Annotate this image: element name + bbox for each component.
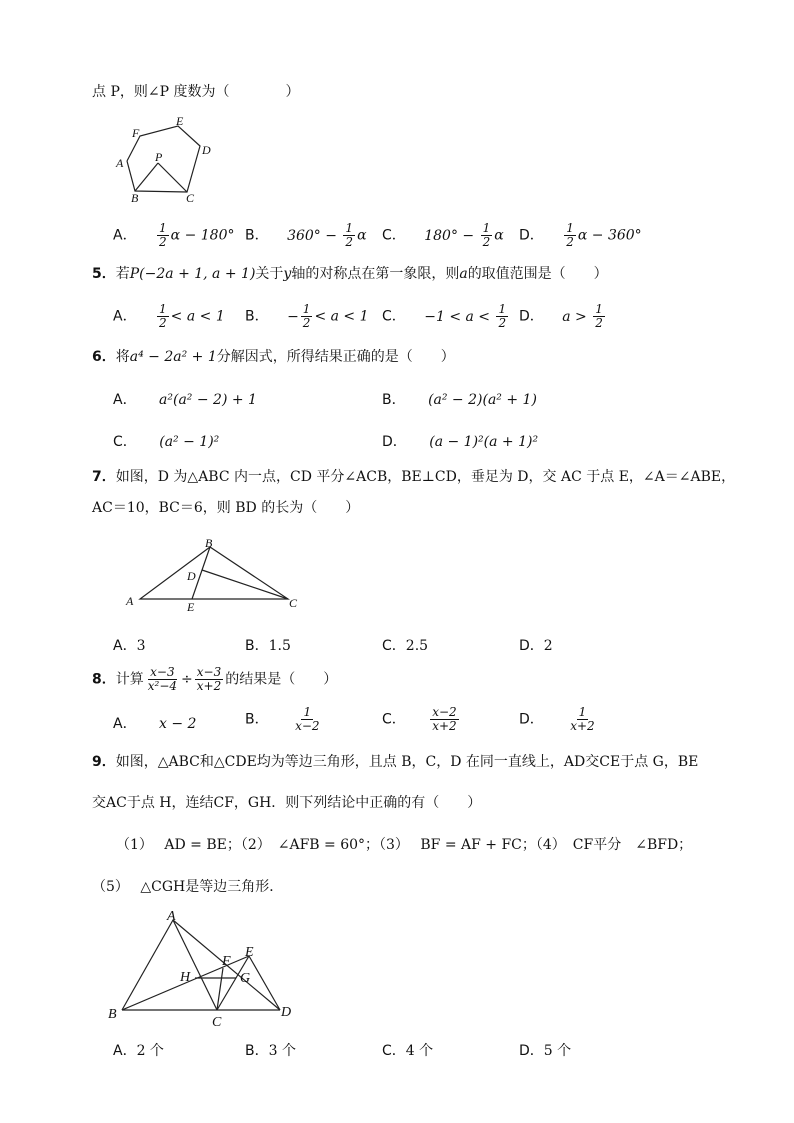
- option-text: (a² − 2)(a² + 1): [428, 392, 537, 408]
- q7-option-a[interactable]: [113, 635, 146, 655]
- q9-option-b[interactable]: [245, 1040, 296, 1060]
- q9-option-a[interactable]: [113, 1040, 164, 1060]
- q5-option-b[interactable]: B． − $\frac{1}{2}$ < a < 1: [245, 302, 369, 330]
- fraction-1: $\frac{x-3}{\text{x²−4}}$: [147, 665, 178, 693]
- option-letter: C．: [382, 1043, 406, 1059]
- q4-label-e: E: [176, 114, 184, 128]
- q4-option-c[interactable]: [382, 222, 504, 249]
- option-letter: A．: [113, 1043, 137, 1059]
- option-text: 3 个: [268, 1043, 296, 1059]
- option-text: 1.5: [268, 638, 291, 654]
- q4-option-d[interactable]: [519, 222, 642, 249]
- q5-option-a[interactable]: A． $\frac{1}{2}$ < a < 1: [113, 302, 225, 330]
- q4-label-f: F: [132, 126, 140, 140]
- option-fraction: $\frac{1}{x+2}$: [570, 705, 595, 733]
- option-text: x − 2: [159, 716, 197, 732]
- q7-option-d[interactable]: [519, 635, 553, 655]
- q4-segment-bp: [135, 163, 158, 191]
- option-fraction: $\frac{1}{2}$: [566, 221, 574, 249]
- q4-segment-pc: [158, 163, 187, 192]
- question-number: 7．: [92, 469, 116, 485]
- q7-stem-line1: 7．如图，D 为△ABC 内一点，CD 平分∠ACB，BE⊥CD，垂足为 D，交 AC 于点 E，∠A＝∠ABE，: [92, 469, 736, 485]
- option-letter: B．: [245, 227, 269, 244]
- option-post: α − 180°: [170, 227, 235, 244]
- option-text: 4 个: [405, 1043, 434, 1059]
- q9-stem-line2: 交AC于点 H，连结CF，GH．则下列结论中正确的有（ ）: [92, 795, 482, 811]
- q9-option-c[interactable]: [382, 1040, 433, 1060]
- q9-label-a: A: [167, 909, 176, 924]
- q4-option-b[interactable]: [245, 222, 367, 249]
- option-fraction: $\frac{1}{2}$: [159, 302, 167, 330]
- option-letter: D．: [519, 1043, 544, 1059]
- q7-option-c[interactable]: [382, 635, 428, 655]
- option-text: 5 个: [543, 1043, 572, 1059]
- option-fraction: $\frac{1}{x-2}$: [295, 705, 320, 733]
- option-text: 2 个: [136, 1043, 164, 1059]
- option-fraction: $\frac{1}{2}$: [345, 221, 354, 249]
- q4-option-a[interactable]: [113, 222, 234, 249]
- q9-label-b: B: [108, 1007, 117, 1022]
- q9-segment-ac: [173, 920, 217, 1010]
- q9-option-d[interactable]: [519, 1040, 571, 1060]
- option-post: α − 360°: [577, 227, 642, 244]
- q9-label-c: C: [212, 1015, 222, 1030]
- q5-option-d[interactable]: D． a > $\frac{1}{2}$: [519, 302, 603, 330]
- q7-segment-dc: [202, 570, 288, 599]
- option-letter: C．: [382, 711, 406, 728]
- q8-option-b[interactable]: [245, 706, 324, 733]
- q9-label-e: E: [245, 945, 254, 960]
- option-text: 2.5: [405, 638, 429, 654]
- q8-option-c[interactable]: [382, 706, 461, 733]
- q6-stem: 6．将a⁴ − 2a² + 1分解因式，所得结果正确的是（ ）: [92, 349, 455, 365]
- option-letter: B．: [382, 392, 406, 408]
- q9-segment-cf: [217, 968, 223, 1010]
- q7-triangle-figure: [120, 535, 310, 615]
- q9-label-f: F: [222, 954, 231, 969]
- option-letter: A．: [113, 638, 137, 654]
- option-fraction: $\frac{1}{2}$: [498, 302, 507, 330]
- question-number: 8．: [92, 671, 116, 688]
- option-text: a²(a² − 2) + 1: [159, 392, 257, 408]
- q6-option-b[interactable]: [382, 389, 537, 409]
- option-letter: C．: [382, 227, 406, 244]
- q9-equilateral-figure: [105, 908, 305, 1030]
- option-pre: 180° −: [424, 227, 479, 244]
- option-letter: C．: [382, 638, 406, 654]
- q6-option-a[interactable]: [113, 389, 257, 409]
- option-fraction: $\frac{1}{2}$: [159, 221, 167, 249]
- option-post: α: [494, 227, 504, 244]
- option-fraction: $\frac{1}{2}$: [302, 302, 311, 330]
- q7-stem-line2: AC＝10，BC＝6，则 BD 的长为（ ）: [92, 500, 360, 516]
- q9-label-h: H: [180, 970, 191, 985]
- q4-label-a: A: [116, 156, 124, 170]
- q9-statement-5: （5） △CGH是等边三角形．: [92, 879, 284, 895]
- option-text: (a − 1)²(a + 1)²: [429, 434, 539, 450]
- q9-stem-line1: 9．如图，△ABC和△CDE均为等边三角形，且点 B，C，D 在同一直线上，AD交CE于点 G，BE: [92, 754, 699, 770]
- option-letter: B．: [245, 711, 269, 728]
- option-fraction: $\frac{1}{2}$: [482, 221, 491, 249]
- q7-label-c: C: [289, 596, 298, 610]
- q4-stem: 点 P，则∠P 度数为（ ）: [92, 84, 300, 100]
- q8-option-a[interactable]: [113, 713, 196, 733]
- option-letter: A．: [113, 227, 137, 244]
- option-letter: D．: [519, 638, 544, 654]
- q8-stem: 8．计算 $\frac{x-3}{\text{x²−4}}$ ÷ $\frac{x-3}{x+2}$ 的结果是（ ）: [92, 665, 338, 693]
- q6-option-d[interactable]: [382, 431, 538, 451]
- q9-label-d: D: [281, 1005, 292, 1020]
- option-letter: C．: [382, 308, 406, 325]
- q4-label-b: B: [131, 191, 139, 204]
- option-letter: D．: [519, 227, 544, 244]
- q9-statements-line: （1） AD = BE；（2） ∠AFB = 60°；（3） BF = AF + FC；（4） CF平分 ∠BFD；: [116, 837, 693, 853]
- option-letter: B．: [245, 1043, 269, 1059]
- option-letter: D．: [519, 711, 544, 728]
- q4-label-d: D: [202, 143, 211, 157]
- option-pre: 360° −: [287, 227, 342, 244]
- q4-heptagon-figure: [110, 112, 220, 204]
- q7-option-b[interactable]: [245, 635, 291, 655]
- option-post: α: [357, 227, 367, 244]
- q9-segment-ab: [122, 920, 173, 1010]
- q4-label-p: P: [155, 150, 163, 164]
- option-letter: A．: [113, 308, 137, 325]
- option-letter: B．: [245, 638, 269, 654]
- q5-option-c[interactable]: C． −1 < a < $\frac{1}{2}$: [382, 302, 507, 330]
- option-text: 3: [136, 638, 146, 654]
- q5-stem: 5．若P(−2a + 1, a + 1)关于y轴的对称点在第一象限，则a的取值范围是（ ）: [92, 266, 608, 282]
- option-letter: A．: [113, 716, 137, 732]
- option-letter: D．: [519, 308, 544, 325]
- question-number: 5．: [92, 266, 116, 282]
- q4-label-c: C: [186, 191, 195, 204]
- option-fraction: $\frac{x-2}{x+2}$: [432, 705, 457, 733]
- q7-label-d: D: [187, 569, 196, 583]
- option-fraction: $\frac{1}{2}$: [595, 302, 603, 330]
- q7-label-e: E: [187, 600, 195, 614]
- option-letter: C．: [113, 434, 137, 450]
- q6-option-c[interactable]: [113, 431, 219, 451]
- option-letter: A．: [113, 392, 137, 408]
- question-number: 6．: [92, 349, 116, 365]
- q9-label-g: G: [240, 971, 251, 986]
- q7-label-a: A: [126, 594, 134, 608]
- q8-option-d[interactable]: [519, 706, 599, 733]
- option-letter: D．: [382, 434, 407, 450]
- q7-label-b: B: [205, 536, 213, 550]
- fraction-2: $\frac{x-3}{x+2}$: [196, 665, 222, 693]
- option-text: (a² − 1)²: [159, 434, 220, 450]
- option-text: 2: [543, 638, 553, 654]
- question-number: 9．: [92, 754, 116, 770]
- option-letter: B．: [245, 308, 269, 325]
- q9-segment-ed: [249, 956, 280, 1010]
